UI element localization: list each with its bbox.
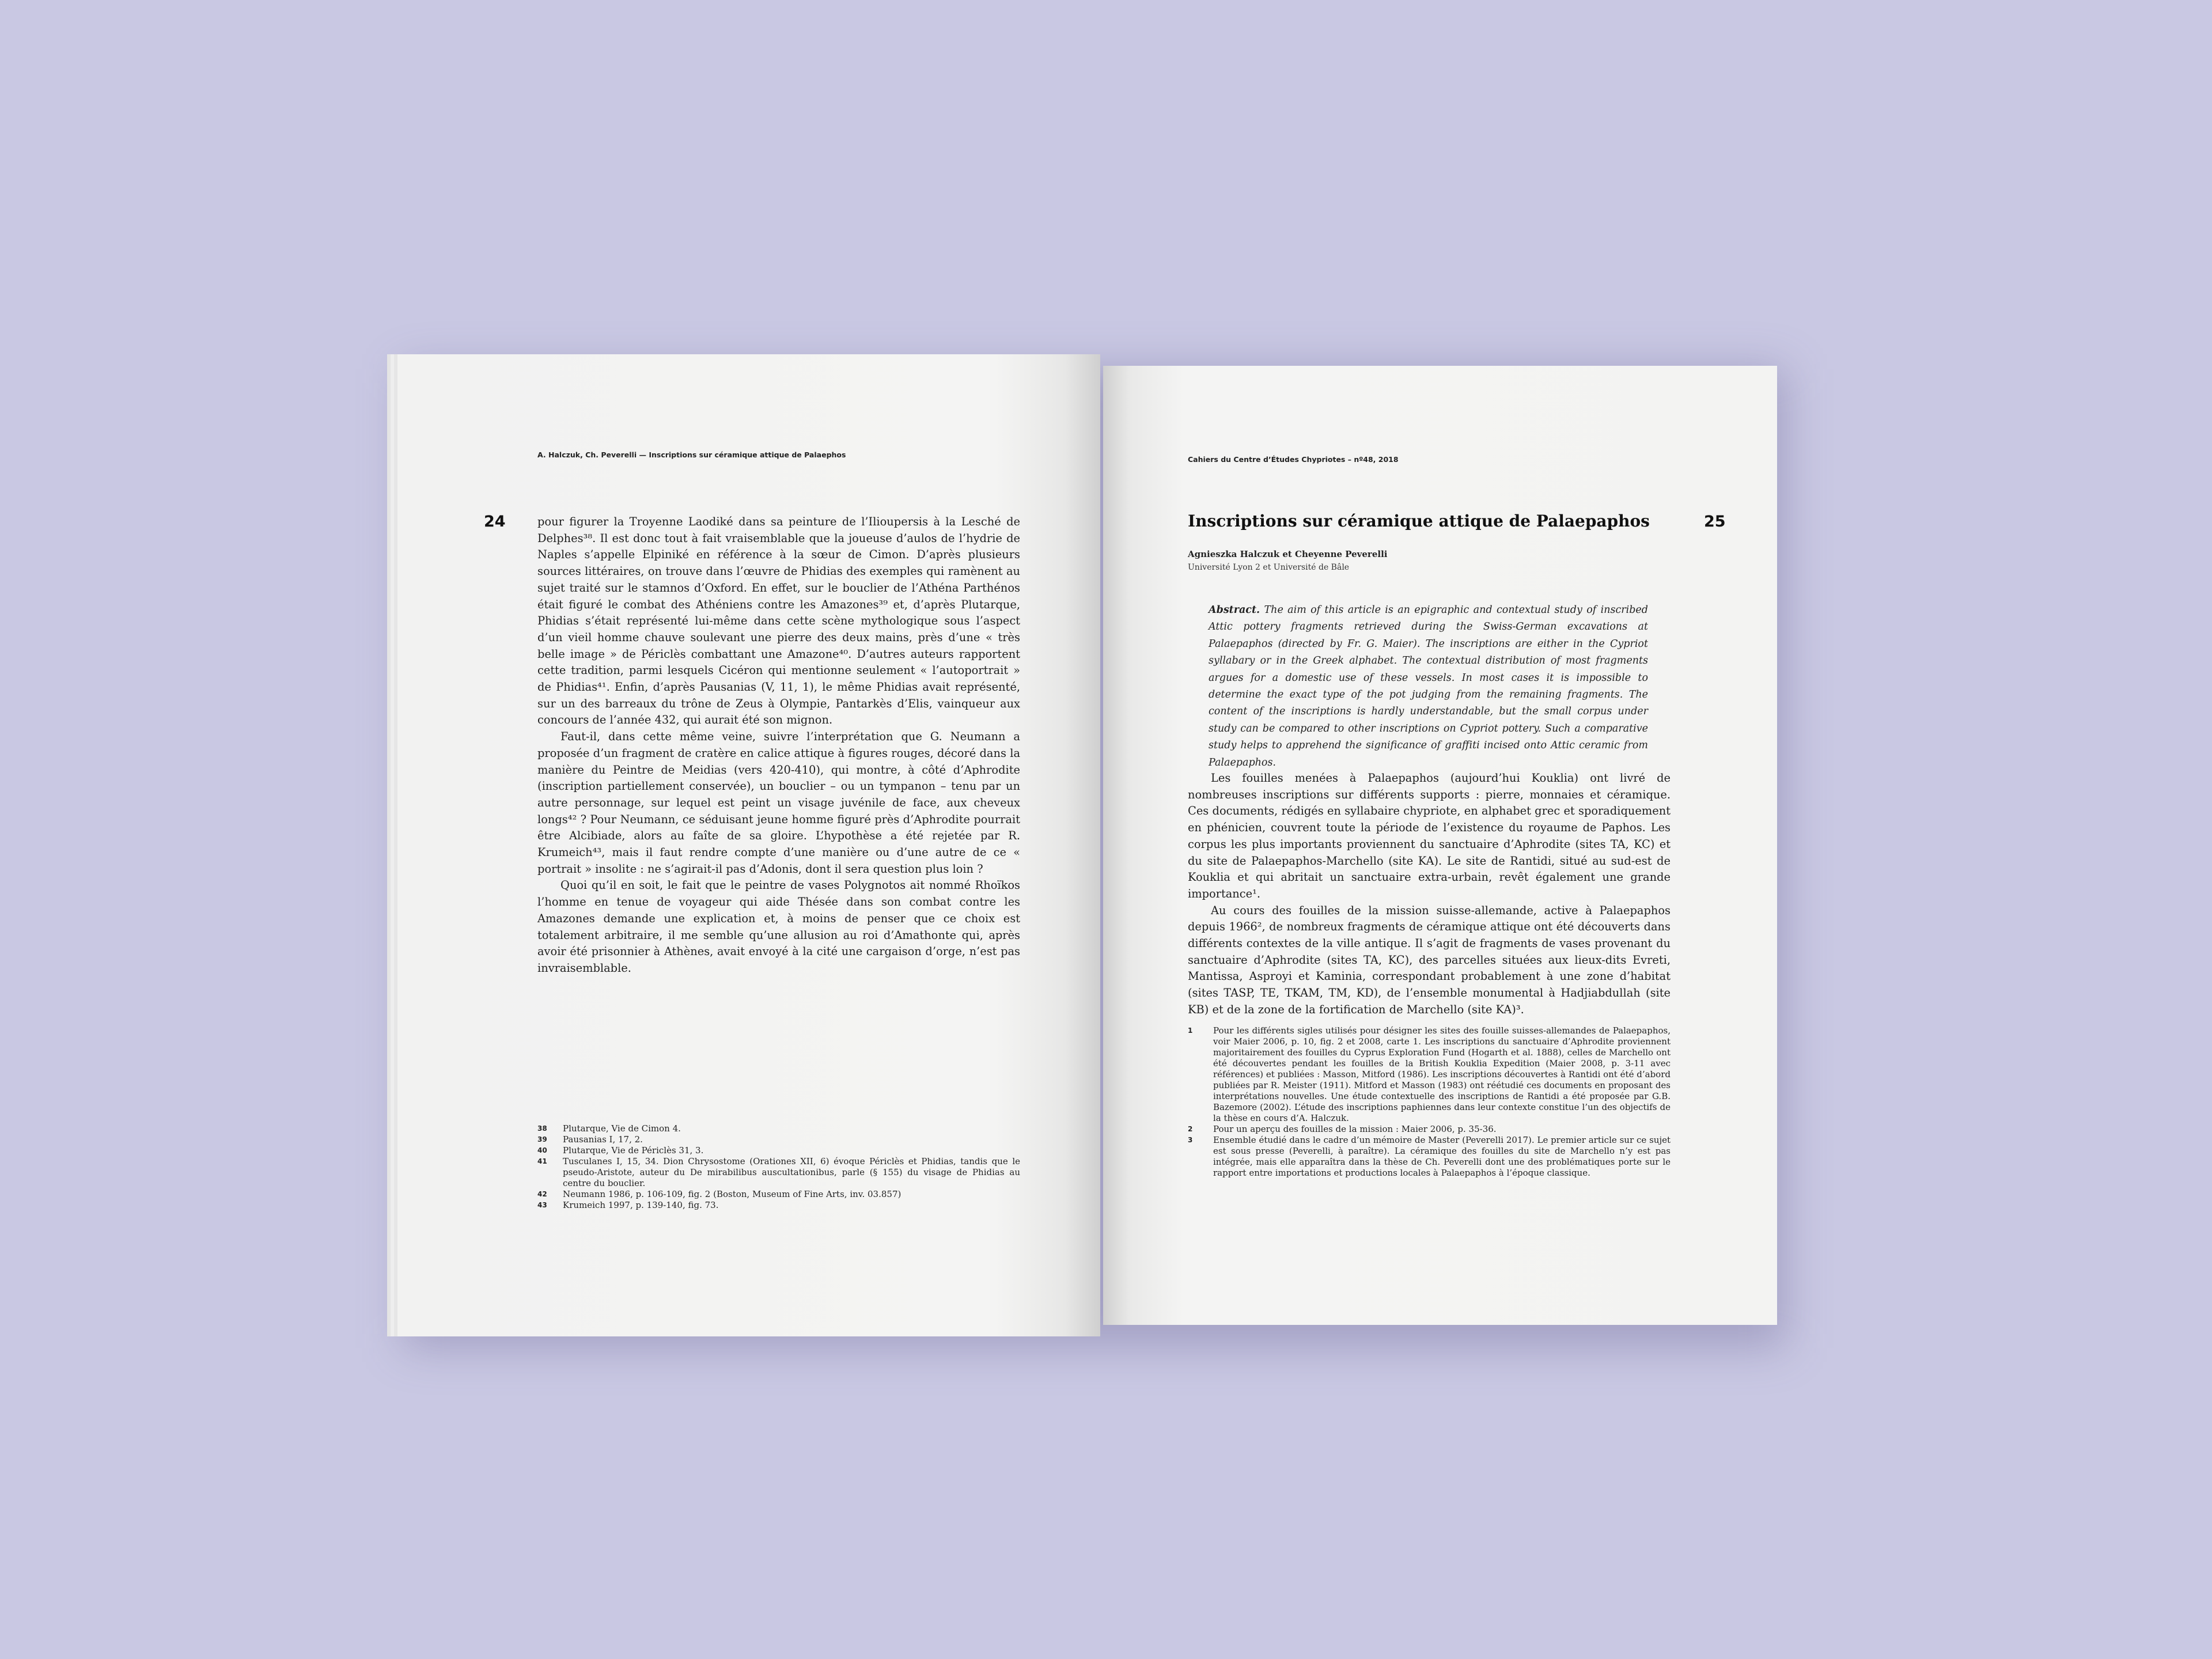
footnote [1188,1025,1671,1124]
paragraph: Quoi qu’il en soit, le fait que le peintre de vases Polygnotos ait nommé Rhoïkos l’homme en tenue de voyageur qui aide Thésée dans son combat contre les Amazones demande une explication et, à moins de penser que ce choix est totalement arbitraire, il me semble qu’une allusion au roi d’Amathonte qui, après avoir été prisonnier à Athènes, avait envoyé à la cité une cargaison d’orge, n’est pas invraisemblable. [537,878,1020,975]
article-title: Inscriptions sur céramique attique de Palaepaphos [1188,512,1650,531]
footnote [537,1123,1020,1134]
paragraph: Au cours des fouilles de la mission suisse-allemande, active à Palaepaphos depuis 1966², de nombreux fragments de céramique attique ont été découverts dans différents contextes de la ville antique. Il s’agit de fragments de vases provenant du sanctuaire d’Aphrodite (sites TA, KC), des parcelles situées aux lieux-dits Evreti, Mantissa, Asproyi et Kaminia, correspondant probablement à une zone d’habitat (sites TASP, TE, TKAM, TM, KD), de l’ensemble monumental à Hadjiabdullah (site KB) et de la zone de la fortification de Marchello (site KA)³. [1188,903,1671,1016]
footnote-text: Neumann 1986, p. 106-109, fig. 2 (Boston, Museum of Fine Arts, inv. 03.857) [563,1189,902,1199]
footnote-number: 2 [1188,1125,1193,1133]
footnote-text: Ensemble étudié dans le cadre d’un mémoire de Master (Peverelli 2017). Le premier article sur ce sujet est sous presse (Peverelli, à paraître). La céramique des fouilles du site de Marchello n’y est pas intégrée, mais elle apparaîtra dans la thèse de Ch. Peverelli dont une des problématiques porte sur le rapport entre importations et productions locales à Palaepaphos à l’époque classique. [1213,1135,1671,1178]
page-number-right: 25 [1704,513,1726,531]
footnote-number: 38 [537,1124,547,1132]
footnote-number: 43 [537,1201,547,1209]
left-body-text [537,514,1020,977]
footnote-number: 42 [537,1190,547,1198]
running-header-right: Cahiers du Centre d’Études Chypriotes – nº48, 2018 [1188,455,1399,464]
footnote-number: 39 [537,1135,547,1143]
footnotes-right [1188,1025,1671,1179]
paragraph: pour figurer la Troyenne Laodiké dans sa peinture de l’Ilioupersis à la Lesché de Delphes³⁸. Il est donc tout à fait vraisemblable que la joueuse d’aulos de l’hydrie de Naples s’appelle Elpiniké en référence à la sœur de Cimon. D’après plusieurs sources littéraires, on trouve dans l’œuvre de Phidias des exemples qui ramènent au sujet traité sur le stamnos d’Oxford. En effet, sur le bouclier de l’Athéna Parthénos était figuré le combat des Athéniens contre les Amazones³⁹ et, d’après Plutarque, Phidias s’était représenté lui-même dans cette scène mythologique sous l’aspect d’un vieil homme chauve soulevant une pierre des deux mains, près d’une « très belle image » de Périclès combattant une Amazone⁴⁰. D’autres auteurs rapportent cette tradition, parmi lesquels Cicéron qui mentionne seulement « l’autoportrait » de Phidias⁴¹. Enfin, d’après Pausanias (V, 11, 1), le même Phidias avait représenté, sur un des barreaux du trône de Zeus à Olympie, Pantarkès d’Elis, vainqueur aux concours de l’année 432, qui aurait été son mignon. [537,515,1020,727]
page-number-left: 24 [484,513,506,531]
right-page [1103,366,1777,1325]
article-authors: Agnieszka Halczuk et Cheyenne Peverelli [1188,549,1388,559]
footnote [537,1156,1020,1189]
footnote [1188,1124,1671,1135]
left-page [397,354,1100,1336]
footnote-text: Plutarque, Vie de Cimon 4. [563,1123,681,1134]
footnote-text: Pausanias I, 17, 2. [563,1134,643,1145]
paragraph: Faut-il, dans cette même veine, suivre l’interprétation que G. Neumann a proposée d’un fragment de cratère en calice attique à figures rouges, décoré dans la manière du Peintre de Meidias (vers 420-410), qui montre, à côté d’Aphrodite (inscription partiellement conservée), un bouclier – ou un tympanon – tenu par un autre personnage, sur lequel est peint un visage juvénile de face, aux cheveux longs⁴² ? Pour Neumann, ce séduisant jeune homme figuré près d’Aphrodite pourrait être Alcibiade, alors au faîte de sa gloire. L’hypothèse a été rejetée par R. Krumeich⁴³, mais il faut rendre compte d’une manière ou d’une autre de ce « portrait » insolite : ne s’agirait-il pas d’Adonis, dont il sera question plus loin ? [537,730,1020,876]
footnote-number: 40 [537,1146,547,1154]
footnote-number: 1 [1188,1027,1193,1035]
footnote [537,1145,1020,1156]
paragraph: Les fouilles menées à Palaepaphos (aujourd’hui Kouklia) ont livré de nombreuses inscriptions sur différents supports : pierre, monnaies et céramique. Ces documents, rédigés en syllabaire chypriote, en alphabet grec et sporadiquement en phénicien, couvrent toute la période de l’existence du royaume de Paphos. Les corpus les plus importants proviennent du sanctuaire d’Aphrodite (sites TA, KC) et du site de Palaepaphos-Marchello (site KA). Le site de Rantidi, situé au sud-est de Kouklia et qui abritait un sanctuaire extra-urbain, revêt également une grande importance¹. [1188,771,1671,900]
footnote-number: 41 [537,1157,547,1165]
running-header-left: A. Halczuk, Ch. Peverelli — Inscriptions sur céramique attique de Palaephos [537,450,846,459]
footnote-text: Pour les différents sigles utilisés pour désigner les sites des fouille suisses-allemandes de Palaepaphos, voir Maier 2006, p. 10, fig. 2 et 2008, carte 1. Les inscriptions du sanctuaire d’Aphrodite proviennent majoritairement des fouilles du Cyprus Exploration Fund (Hogarth et al. 1888), celles de Marchello ont été découvertes pendant les fouilles de la British Kouklia Expedition (Maier 2008, p. 3-11 avec références) et publiées : Masson, Mitford (1986). Les inscriptions découvertes à Rantidi ont été d’abord publiées par R. Meister (1911). Mitford et Masson (1983) ont réétudié ces documents en proposant des interprétations nouvelles. Une étude contextuelle des inscriptions de Rantidi a été proposée par G.B. Bazemore (2002). L’étude des inscriptions paphiennes dans leur contexte constitue l’un des objectifs de la thèse en cours d’A. Halczuk. [1213,1025,1671,1123]
footnote [537,1189,1020,1200]
footnote [1188,1135,1671,1179]
footnote [537,1200,1020,1211]
footnote-text: Krumeich 1997, p. 139-140, fig. 73. [563,1200,719,1210]
abstract-text: The aim of this article is an epigraphic and contextual study of inscribed Attic pottery fragments retrieved during the Swiss-German excavations at Palaepaphos (directed by Fr. G. Maier). The inscriptions are either in the Cypriot syllabary or in the Greek alphabet. The contextual distribution of most fragments argues for a domestic use of these vessels. In most cases it is impossible to determine the exact type of the pot judging from the remaining fragments. The content of the inscriptions is hardly understandable, but the small corpus under study can be compared to other inscriptions on Cypriot pottery. Such a comparative study helps to apprehend the significance of graffiti incised onto Attic ceramic from Palaepaphos. [1209,604,1648,768]
footnote [537,1134,1020,1145]
footnote-number: 3 [1188,1136,1193,1144]
right-body-text [1188,770,1671,1018]
article-affiliation: Université Lyon 2 et Université de Bâle [1188,563,1350,572]
footnote-text: Tusculanes I, 15, 34. Dion Chrysostome (Orationes XII, 6) évoque Périclès et Phidias, tandis que le pseudo-Aristote, auteur du De mirabilibus auscultationibus, parle (§ 155) du visage de Phidias au centre du bouclier. [563,1156,1020,1188]
footnote-text: Pour un aperçu des fouilles de la mission : Maier 2006, p. 35-36. [1213,1124,1497,1134]
footnote-text: Plutarque, Vie de Périclès 31, 3. [563,1145,704,1156]
abstract-label: Abstract. [1209,604,1260,616]
abstract [1209,602,1648,771]
footnotes-left [537,1123,1020,1211]
